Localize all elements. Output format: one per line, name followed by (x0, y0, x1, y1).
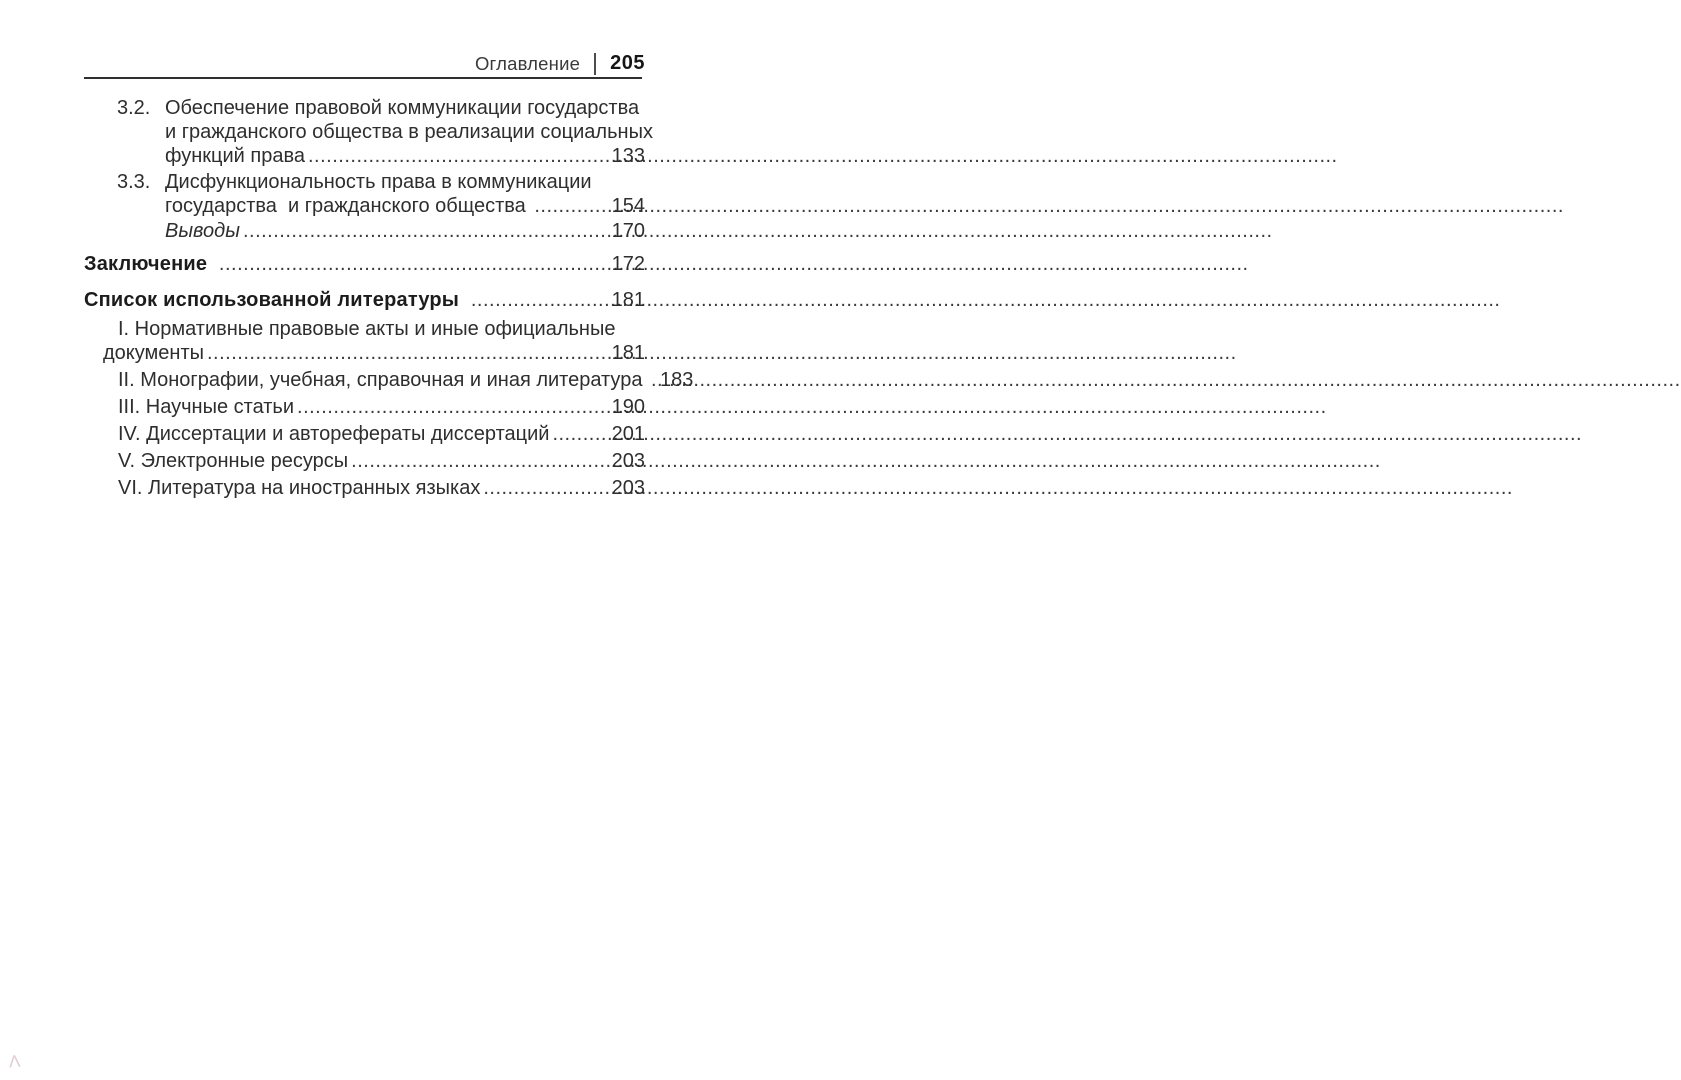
toc-row (84, 170, 645, 194)
toc-entry-number: 3.2. (117, 97, 151, 119)
toc-entry-text: II. Монографии, учебная, справочная и иная литература (118, 369, 648, 391)
toc-row (165, 194, 645, 218)
scan-corner-artifact: Λ (8, 1051, 21, 1072)
book-page (0, 0, 720, 1080)
toc-row (118, 317, 645, 341)
toc-page-number: 181 (611, 342, 645, 364)
dot-leader (297, 395, 611, 419)
toc-row (165, 219, 645, 243)
toc-entry-text: Заключение (84, 253, 213, 275)
toc-row (118, 449, 645, 473)
toc-page-number: 170 (611, 220, 645, 242)
header-rule (84, 77, 642, 79)
toc-list (84, 96, 694, 500)
dot-leader (552, 422, 610, 446)
running-head-page-number: 205 (610, 52, 645, 74)
toc-entry-text: функций права (165, 145, 305, 167)
toc-entry-text: Дисфункциональность права в коммуникации (165, 171, 592, 193)
dot-leader (483, 476, 610, 500)
toc-entry-text: I. Нормативные правовые акты и иные официальные (118, 318, 616, 340)
toc-page-number: 154 (611, 195, 645, 217)
toc-row (103, 341, 645, 365)
toc-entry (84, 395, 645, 419)
toc-page-number: 172 (611, 253, 645, 275)
toc-entry-text: Обеспечение правовой коммуникации государства (165, 97, 640, 119)
toc-row (118, 422, 645, 446)
toc-entry-text: государства и гражданского общества (165, 195, 532, 217)
toc-row (118, 395, 645, 419)
toc-entry-text: VI. Литература на иностранных языках (118, 477, 481, 499)
toc-row (84, 96, 645, 120)
toc-entry (84, 317, 645, 365)
toc-page-number: 181 (611, 289, 645, 311)
toc-entry (84, 288, 645, 312)
toc-row (118, 368, 694, 392)
dot-leader (243, 219, 611, 243)
dot-leader (308, 144, 611, 168)
running-head (475, 52, 645, 75)
toc-row (84, 252, 645, 276)
toc-entry-text: III. Научные статьи (118, 396, 295, 418)
running-head-section-label: Оглавление (474, 52, 581, 74)
toc-entry-text: IV. Диссертации и авторефераты диссертаций (118, 423, 550, 445)
toc-row (165, 120, 653, 144)
toc-entry (84, 96, 653, 168)
dot-leader (651, 368, 659, 392)
dot-leader (471, 288, 611, 312)
toc-entry-number: 3.3. (117, 171, 151, 193)
toc-entry (84, 219, 645, 243)
toc-entry (84, 476, 645, 500)
toc-page-number: 201 (611, 423, 645, 445)
toc-page-number: 133 (611, 145, 645, 167)
dot-leader (207, 341, 611, 365)
toc-entry (84, 449, 645, 473)
toc-row (118, 476, 645, 500)
dot-leader (351, 449, 610, 473)
toc-entry-text: и гражданского общества в реализации социальных (165, 121, 653, 143)
toc-entry (84, 368, 694, 392)
toc-entry-text: Список использованной литературы (84, 289, 465, 311)
running-head-divider (594, 53, 596, 75)
toc-row (165, 144, 645, 168)
toc-entry-text: документы (103, 342, 204, 364)
toc-page-number: 203 (611, 450, 645, 472)
toc-page-number: 203 (611, 477, 645, 499)
toc-row (84, 288, 645, 312)
toc-page-number: 183 (660, 369, 694, 391)
toc-entry-text: Выводы (165, 220, 240, 242)
dot-leader (219, 252, 611, 276)
toc-page-number: 190 (611, 396, 645, 418)
dot-leader (534, 194, 610, 218)
toc-entry (84, 252, 645, 276)
toc-entry (84, 170, 645, 218)
toc-entry (84, 422, 645, 446)
toc-entry-text: V. Электронные ресурсы (118, 450, 349, 472)
